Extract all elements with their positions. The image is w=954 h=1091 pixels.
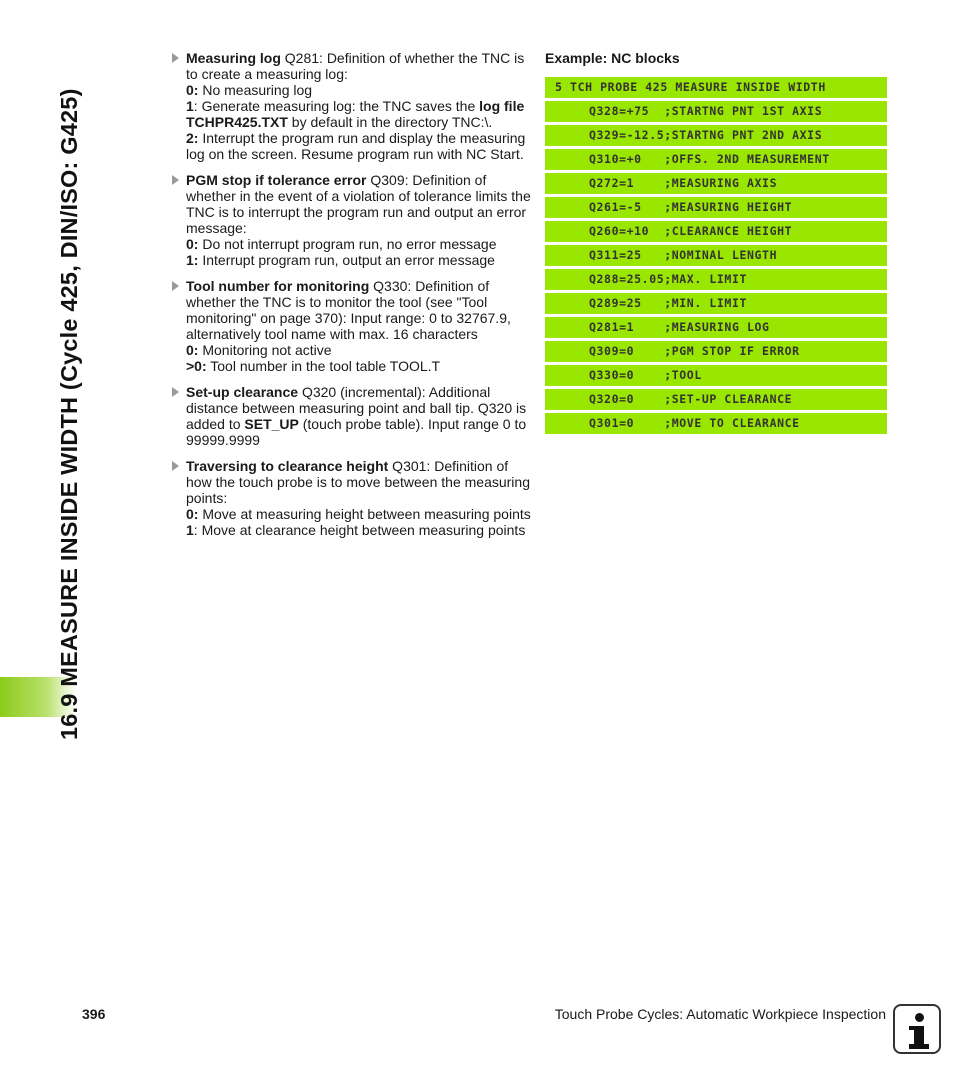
nc-block-list [545, 77, 887, 434]
parameter-line: Traversing to clearance height Q301: Definition of how the touch probe is to move between the measuring points: [186, 458, 530, 506]
nc-block-row: Q311=25 ;NOMINAL LENGTH [545, 245, 887, 266]
nc-block-row: Q328=+75 ;STARTNG PNT 1ST AXIS [545, 101, 887, 122]
footer-chapter: Touch Probe Cycles: Automatic Workpiece Inspection [554, 1006, 886, 1022]
parameter-line: 1: Generate measuring log: the TNC saves the log file TCHPR425.TXT by default in the directory TNC:\. [186, 98, 525, 130]
parameter-line: 0: Do not interrupt program run, no error message [186, 236, 497, 252]
parameter-line: 0: Move at measuring height between measuring points [186, 506, 531, 522]
parameter-item [172, 278, 532, 374]
info-icon [893, 1004, 941, 1054]
nc-block-row: Q330=0 ;TOOL [545, 365, 887, 386]
example-title: Example: NC blocks [545, 50, 680, 66]
bullet-arrow-icon [172, 461, 179, 471]
bullet-arrow-icon [172, 175, 179, 185]
parameter-line: 1: Interrupt program run, output an error message [186, 252, 495, 268]
chapter-title: 16.9 MEASURE INSIDE WIDTH (Cycle 425, DIN/ISO: G425) [56, 88, 82, 740]
nc-block-row: Q288=25.05;MAX. LIMIT [545, 269, 887, 290]
nc-block-row: Q320=0 ;SET-UP CLEARANCE [545, 389, 887, 410]
parameter-list [172, 50, 532, 548]
parameter-line: Set-up clearance Q320 (incremental): Additional distance between measuring point and ball tip. Q320 is added to SET_UP (touch probe table). Input range 0 to 99999.9999 [186, 384, 527, 448]
example-panel [545, 50, 887, 437]
parameter-line: PGM stop if tolerance error Q309: Definition of whether in the event of a violation of tolerance limits the TNC is to interrupt the program run and output an error message: [186, 172, 531, 236]
nc-block-row: Q329=-12.5;STARTNG PNT 2ND AXIS [545, 125, 887, 146]
bullet-arrow-icon [172, 53, 179, 63]
parameter-item [172, 458, 532, 538]
side-chapter-heading [0, 0, 82, 1091]
nc-block-row: Q301=0 ;MOVE TO CLEARANCE [545, 413, 887, 434]
parameter-line: 0: No measuring log [186, 82, 313, 98]
parameter-line: >0: Tool number in the tool table TOOL.T [186, 358, 441, 374]
nc-block-row: Q272=1 ;MEASURING AXIS [545, 173, 887, 194]
nc-block-row: Q289=25 ;MIN. LIMIT [545, 293, 887, 314]
bullet-arrow-icon [172, 281, 179, 291]
parameter-line: 2: Interrupt the program run and display the measuring log on the screen. Resume program run with NC Start. [186, 130, 526, 162]
parameter-line: Measuring log Q281: Definition of whether the TNC is to create a measuring log: [186, 50, 525, 82]
parameter-line: 0: Monitoring not active [186, 342, 332, 358]
nc-block-row: Q281=1 ;MEASURING LOG [545, 317, 887, 338]
nc-block-row: Q261=-5 ;MEASURING HEIGHT [545, 197, 887, 218]
parameter-item [172, 384, 532, 448]
parameter-line: Tool number for monitoring Q330: Definition of whether the TNC is to monitor the tool (see "Tool monitoring" on page 370): Input range: 0 to 32767.9, alternatively tool name with max. 16 characters [186, 278, 511, 342]
nc-block-row: Q309=0 ;PGM STOP IF ERROR [545, 341, 887, 362]
nc-block-row: Q310=+0 ;OFFS. 2ND MEASUREMENT [545, 149, 887, 170]
parameter-item [172, 50, 532, 162]
nc-block-row: 5 TCH PROBE 425 MEASURE INSIDE WIDTH [545, 77, 887, 98]
page-number: 396 [82, 1006, 106, 1022]
bullet-arrow-icon [172, 387, 179, 397]
parameter-item [172, 172, 532, 268]
parameter-line: 1: Move at clearance height between measuring points [186, 522, 526, 538]
nc-block-row: Q260=+10 ;CLEARANCE HEIGHT [545, 221, 887, 242]
